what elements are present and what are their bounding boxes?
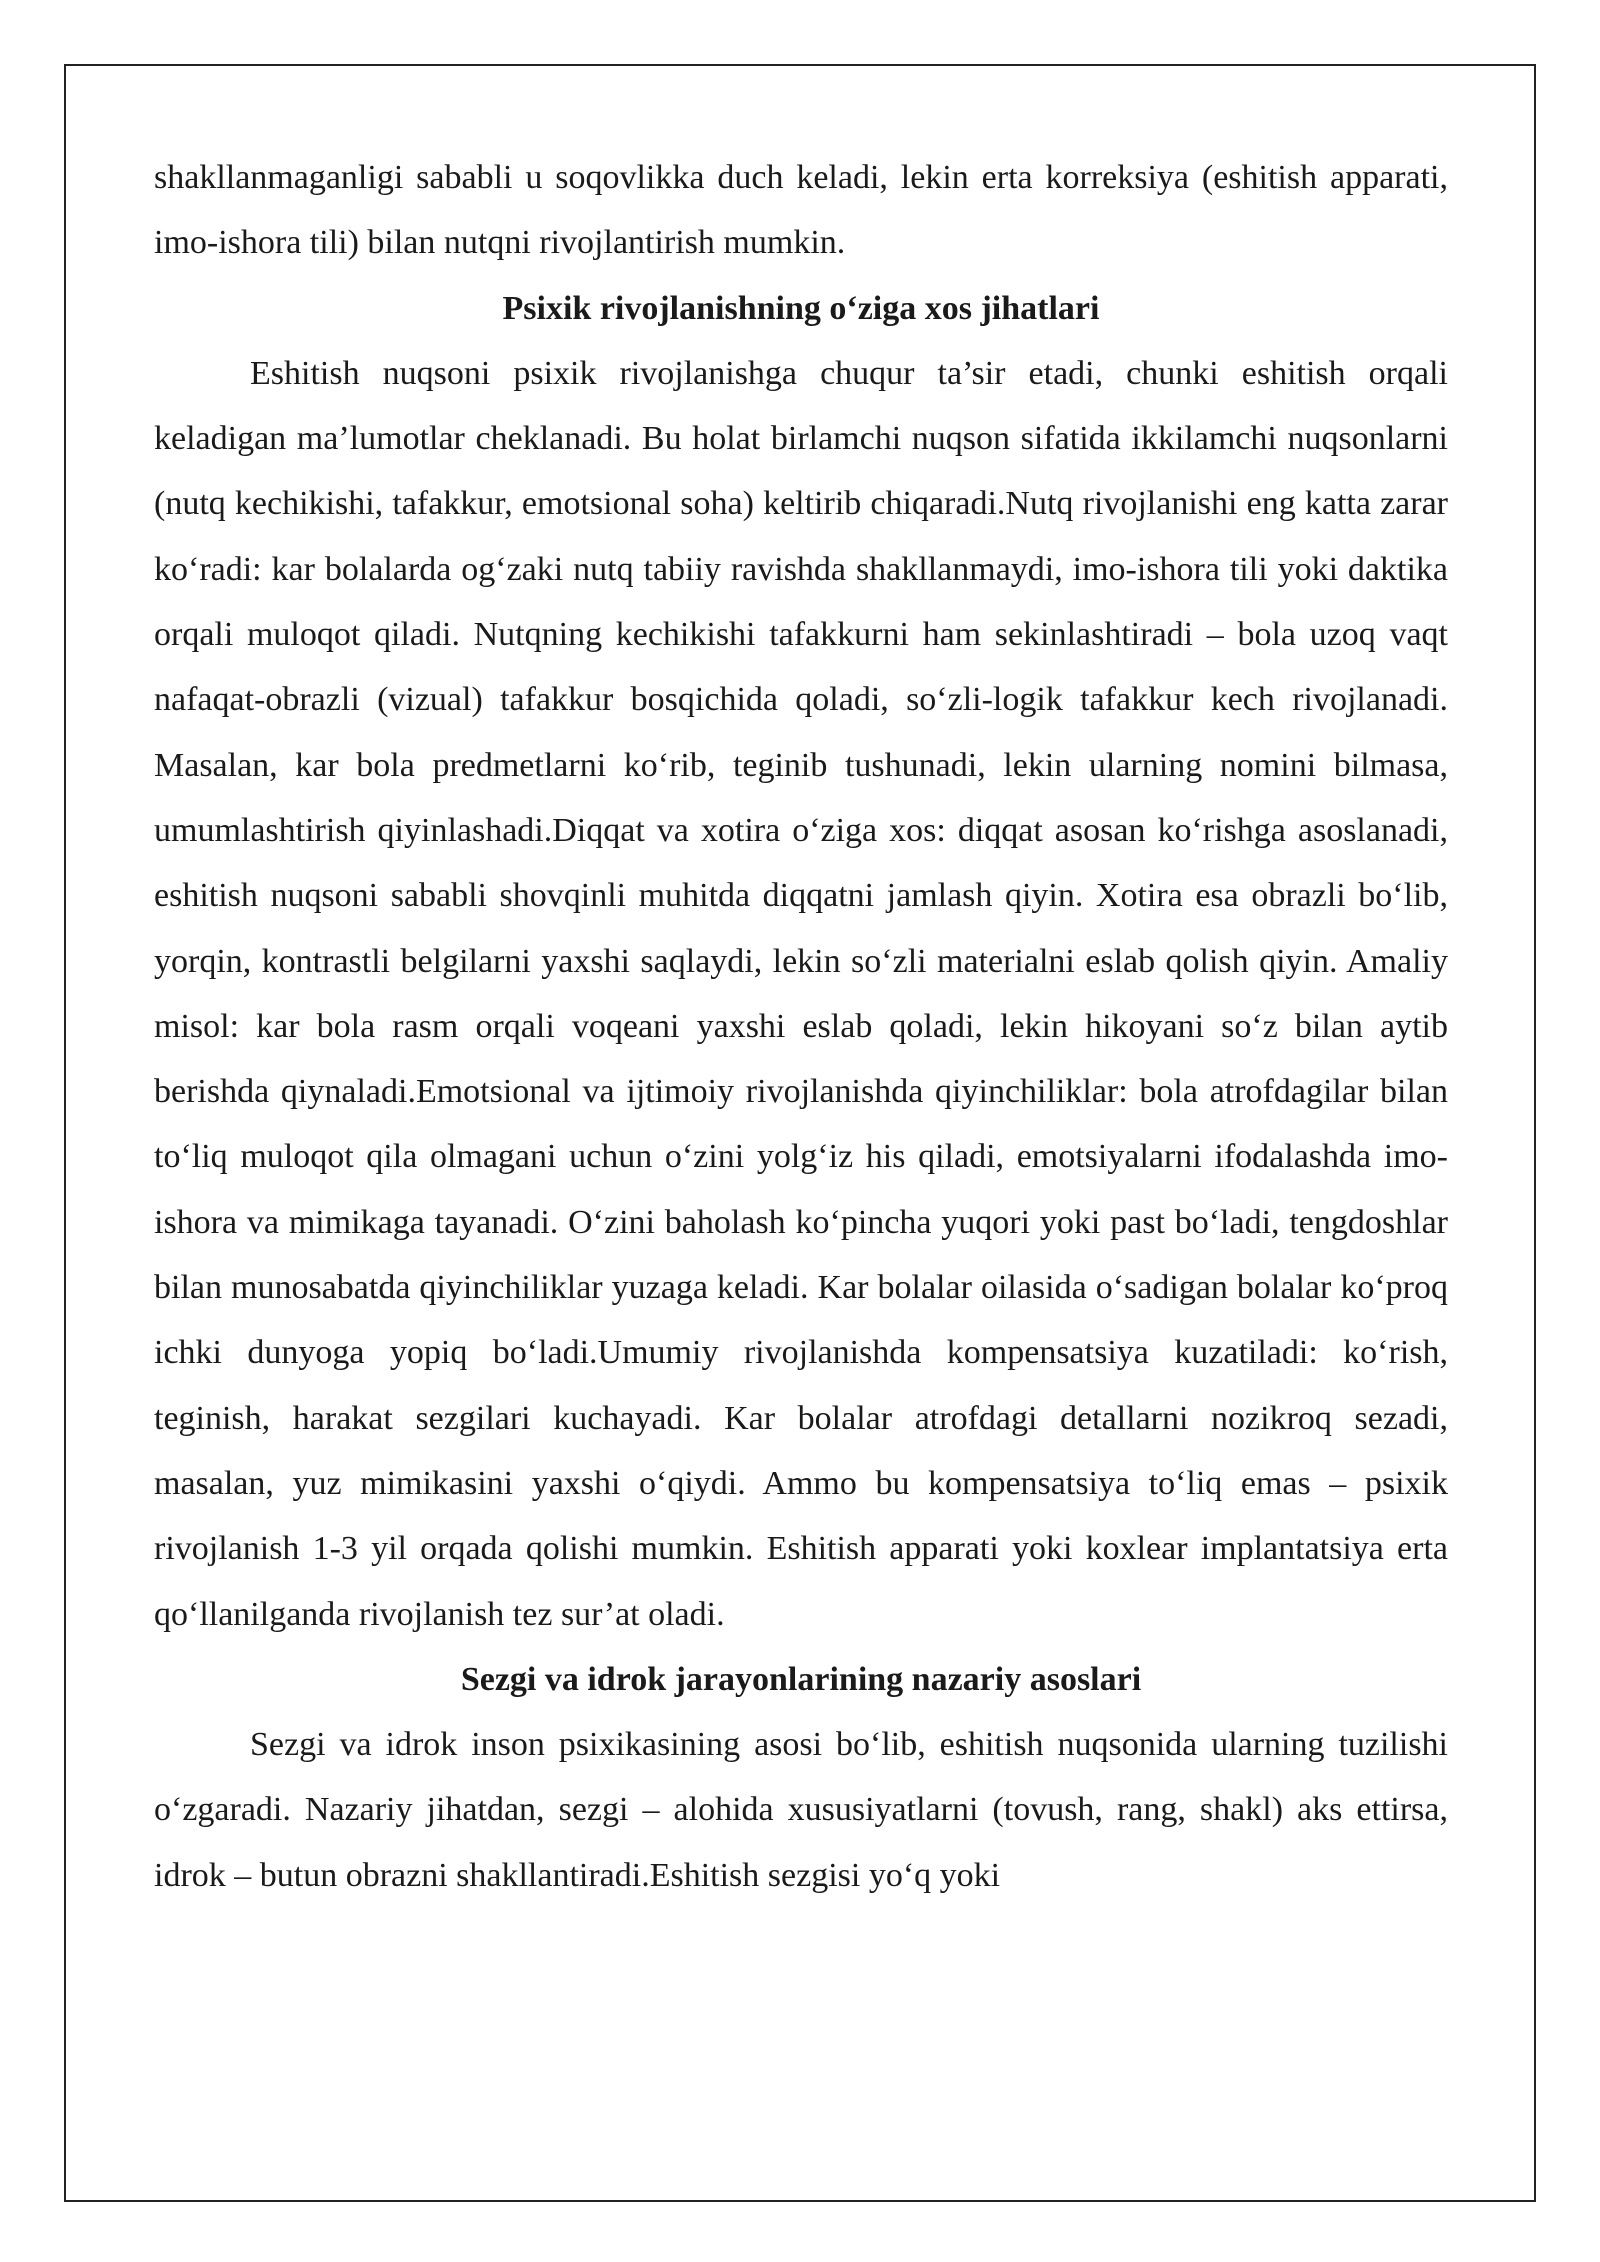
section-heading-psychic-development: Psixik rivojlanishning o‘ziga xos jihatlari xyxy=(502,289,1100,327)
paragraph-psychic-development: Eshitish nuqsoni psixik rivojlanishga chuqur ta’sir etadi, chunki eshitish orqali keladigan ma’lumotlar cheklanadi. Bu holat birlamchi nuqson sifatida ikkilamchi nuqsonlarni (nutq kechikishi, tafakkur, emotsional soha) keltirib chiqaradi.Nutq rivojlanishi eng katta zarar ko‘radi: kar bolalarda og‘zaki nutq tabiiy ravishda shakllanmaydi, imo-ishora tili yoki daktika orqali muloqot qiladi. Nutqning kechikishi tafakkurni ham sekinlashtiradi – bola uzoq vaqt nafaqat-obrazli (vizual) tafakkur bosqichida qoladi, so‘zli-logik tafakkur kech rivojlanadi. Masalan, kar bola predmetlarni ko‘rib, teginib tushunadi, lekin ularning nomini bilmasa, umumlashtirish qiyinlashadi.Diqqat va xotira o‘ziga xos: diqqat asosan ko‘rishga asoslanadi, eshitish nuqsoni sababli shovqinli muhitda diqqatni jamlash qiyin. Xotira esa obrazli bo‘lib, yorqin, kontrastli belgilarni yaxshi saqlaydi, lekin so‘zli materialni eslab qolish qiyin. Amaliy misol: kar bola rasm orqali voqeani yaxshi eslab qoladi, lekin hikoyani so‘z bilan aytib berishda qiynaladi.Emotsional va ijtimoiy rivojlanishda qiyinchiliklar: bola atrofdagilar bilan to‘liq muloqot qila olmagani uchun o‘zini yolg‘iz his qiladi, emotsiyalarni ifodalashda imo-ishora va mimikaga tayanadi. O‘zini baholash ko‘pincha yuqori yoki past bo‘ladi, tengdoshlar bilan munosabatda qiyinchiliklar yuzaga keladi. Kar bolalar oilasida o‘sadigan bolalar ko‘proq ichki dunyoga yopiq bo‘ladi.Umumiy rivojlanishda kompensatsiya kuzatiladi: ko‘rish, teginish, harakat sezgilari kuchayadi. Kar bolalar atrofdagi detallarni nozikroq sezadi, masalan, yuz mimikasini yaxshi o‘qiydi. Ammo bu kompensatsiya to‘liq emas – psixik rivojlanish 1-3 yil orqada qolishi mumkin. Eshitish apparati yoki koxlear implantatsiya erta qo‘llanilganda rivojlanish tez sur’at oladi. xyxy=(154,354,1448,1633)
paragraph-sensation-perception: Sezgi va idrok inson psixikasining asosi bo‘lib, eshitish nuqsonida ularning tuzilishi o‘zgaradi. Nazariy jihatdan, sezgi – alohida xususiyatlarni (tovush, rang, shakl) aks ettirsa, idrok – butun obrazni shakllantiradi.Eshitish sezgisi yo‘q yoki xyxy=(154,1726,1448,1894)
section-heading-sensation-perception: Sezgi va idrok jarayonlarining nazariy asoslari xyxy=(460,1660,1142,1698)
paragraph-continuation: shakllanmaganligi sababli u soqovlikka duch keladi, lekin erta korreksiya (eshitish apparati, imo-ishora tili) bilan nutqni rivojlantirish mumkin. xyxy=(154,159,1448,262)
document-body xyxy=(154,145,1448,1908)
